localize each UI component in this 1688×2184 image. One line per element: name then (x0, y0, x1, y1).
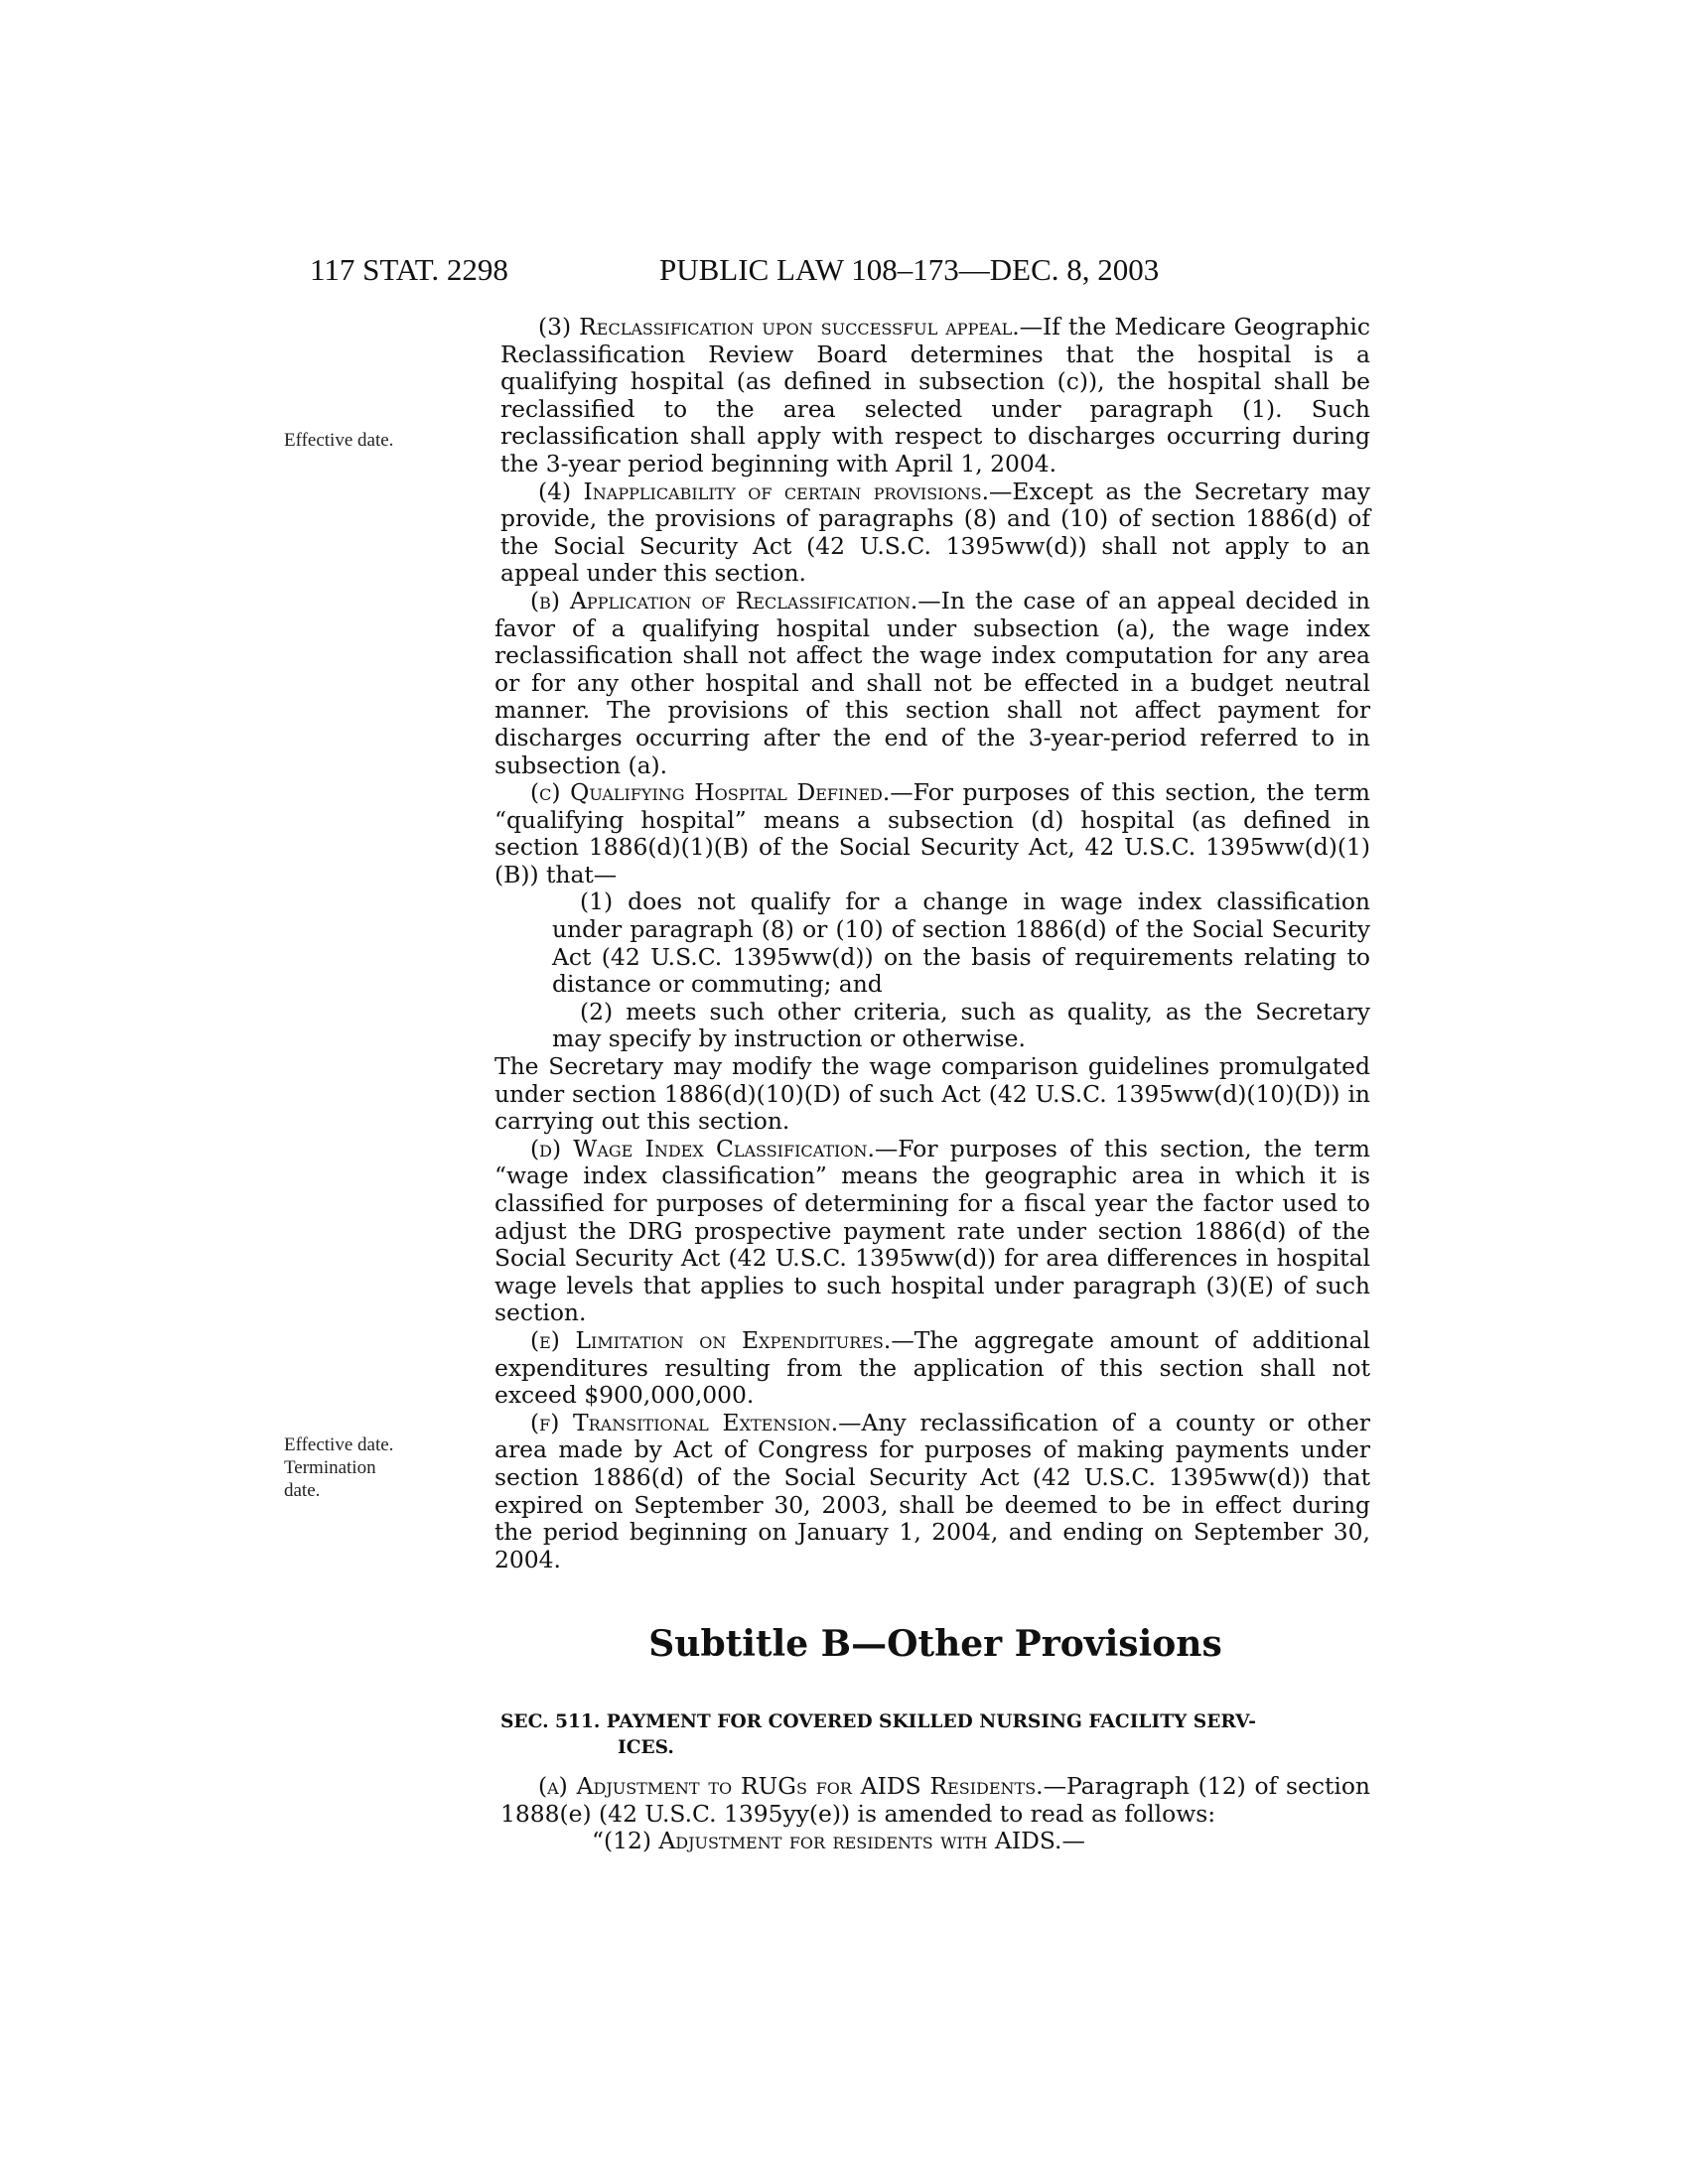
subsection-text: —For purposes of this section, the term “wage index classification” means the geographic area in which it is classified for purposes of determining for a fiscal year the factor used to adjust the DRG prospective payment rate under section 1886(d) of the Social Security Act (42 U.S.C. 1395ww(d)) for area differences in hospital wage levels that applies to such hospital under paragraph (3)(E) of such section. (494, 1134, 1370, 1327)
subsection-heading: (a) Adjustment to RUGs for AIDS Residents. (538, 1772, 1044, 1800)
subsection-b (494, 588, 1370, 779)
subtitle-heading: Subtitle B—Other Provisions (648, 1623, 1222, 1665)
subsection-e (494, 1327, 1370, 1410)
paragraph-heading: (4) Inapplicability of certain provisions. (538, 477, 990, 505)
section-heading-line: ICES. (618, 1737, 674, 1758)
section-body-text (494, 313, 1371, 1573)
subsection-text: —In the case of an appeal decided in favor of a qualifying hospital under subsection (a), the wage index reclassification shall not affect the wage index computation for any area or for any other hospital and shall not be effected in a budget neutral manner. The provisions of this section shall not affect payment for discharges occurring after the end of the 3-year-period referred to in subsection (a). (494, 586, 1370, 779)
paragraph-text: —Except as the Secretary may provide, the provisions of paragraphs (8) and (10) of section 1886(d) of the Social Security Act (42 U.S.C. 1395ww(d)) shall not apply to an appeal under this section. (500, 477, 1370, 588)
subsection-heading: (f) Transitional Extension. (530, 1408, 839, 1436)
subsection-text: —For purposes of this section, the term “qualifying hospital” means a subsection (d) hospital (as defined in section 1886(d)(1)(B) of the Social Security Act, 42 U.S.C. 1395ww(d)(1)(B)) that— (494, 778, 1370, 888)
quoted-heading: “(12) Adjustment for residents with AIDS.— (592, 1827, 1085, 1855)
subsection-f (494, 1410, 1370, 1574)
subsection-heading: (c) Qualifying Hospital Defined. (530, 778, 891, 807)
page-header (0, 250, 1688, 290)
subsection-c-tail: The Secretary may modify the wage comparison guidelines promulgated under section 1886(d)(10)(D) of such Act (42 U.S.C. 1395ww(d)(10)(D)) in carrying out this section. (494, 1052, 1370, 1136)
margin-note-effective-date: Effective date. (284, 430, 394, 451)
subsection-text: —Paragraph (12) of section 1888(e) (42 U.S.C. 1395yy(e)) is amended to read as follows: (500, 1772, 1370, 1828)
paragraph-text: —If the Medicare Geographic Reclassification Review Board determines that the hospital is a qualifying hospital (as defined in subsection (c)), the hospital shall be reclassified to the area selected under paragraph (1). Such reclassification shall apply with respect to discharges occurring during the 3-year period beginning with April 1, 2004. (500, 313, 1371, 478)
margin-note-line: Termination (284, 1457, 376, 1478)
section-511-body (500, 1773, 1370, 1855)
subsection-heading: (b) Application of Reclassification. (530, 586, 918, 614)
subsection-text: —The aggregate amount of additional expenditures resulting from the application of this section shall not exceed $900,000,000. (494, 1325, 1370, 1410)
paragraph-3 (500, 314, 1370, 478)
section-511-heading (500, 1709, 1370, 1761)
margin-note-line: Effective date. (284, 1434, 394, 1455)
paragraph-heading: (3) Reclassification upon successful appeal. (538, 313, 1020, 341)
section-511-subsection-a (500, 1773, 1370, 1828)
public-law-running-head: PUBLIC LAW 108–173—DEC. 8, 2003 (659, 252, 1160, 287)
subsection-heading: (d) Wage Index Classification. (530, 1134, 875, 1162)
paragraph-4 (500, 478, 1370, 588)
subsection-text: —Any reclassification of a county or other area made by Act of Congress for purposes of making payments under section 1886(d) of the Social Security Act (42 U.S.C. 1395ww(d)) that expired on September 30, 2003, shall be deemed to be in effect during the period beginning on January 1, 2004, and ending on September 30, 2004. (494, 1408, 1370, 1573)
subsection-d (494, 1136, 1370, 1327)
clause-c1: (1) does not qualify for a change in wage index classification under paragraph (8) or (10) of section 1886(d) of the Social Security Act (42 U.S.C. 1395ww(d)) on the basis of requirements relating to distance or commuting; and (552, 887, 1370, 999)
margin-note-effective-date-2 (284, 1433, 443, 1502)
subsection-c (494, 779, 1370, 888)
margin-note-line: date. (284, 1480, 321, 1501)
section-heading-line: SEC. 511. PAYMENT FOR COVERED SKILLED NURSING FACILITY SERV- (500, 1711, 1256, 1732)
subsection-heading: (e) Limitation on Expenditures. (530, 1325, 892, 1354)
statute-page-number: 117 STAT. 2298 (310, 252, 508, 287)
clause-c2: (2) meets such other criteria, such as quality, as the Secretary may specify by instruction or otherwise. (552, 997, 1370, 1053)
quoted-paragraph-12 (500, 1828, 1370, 1855)
